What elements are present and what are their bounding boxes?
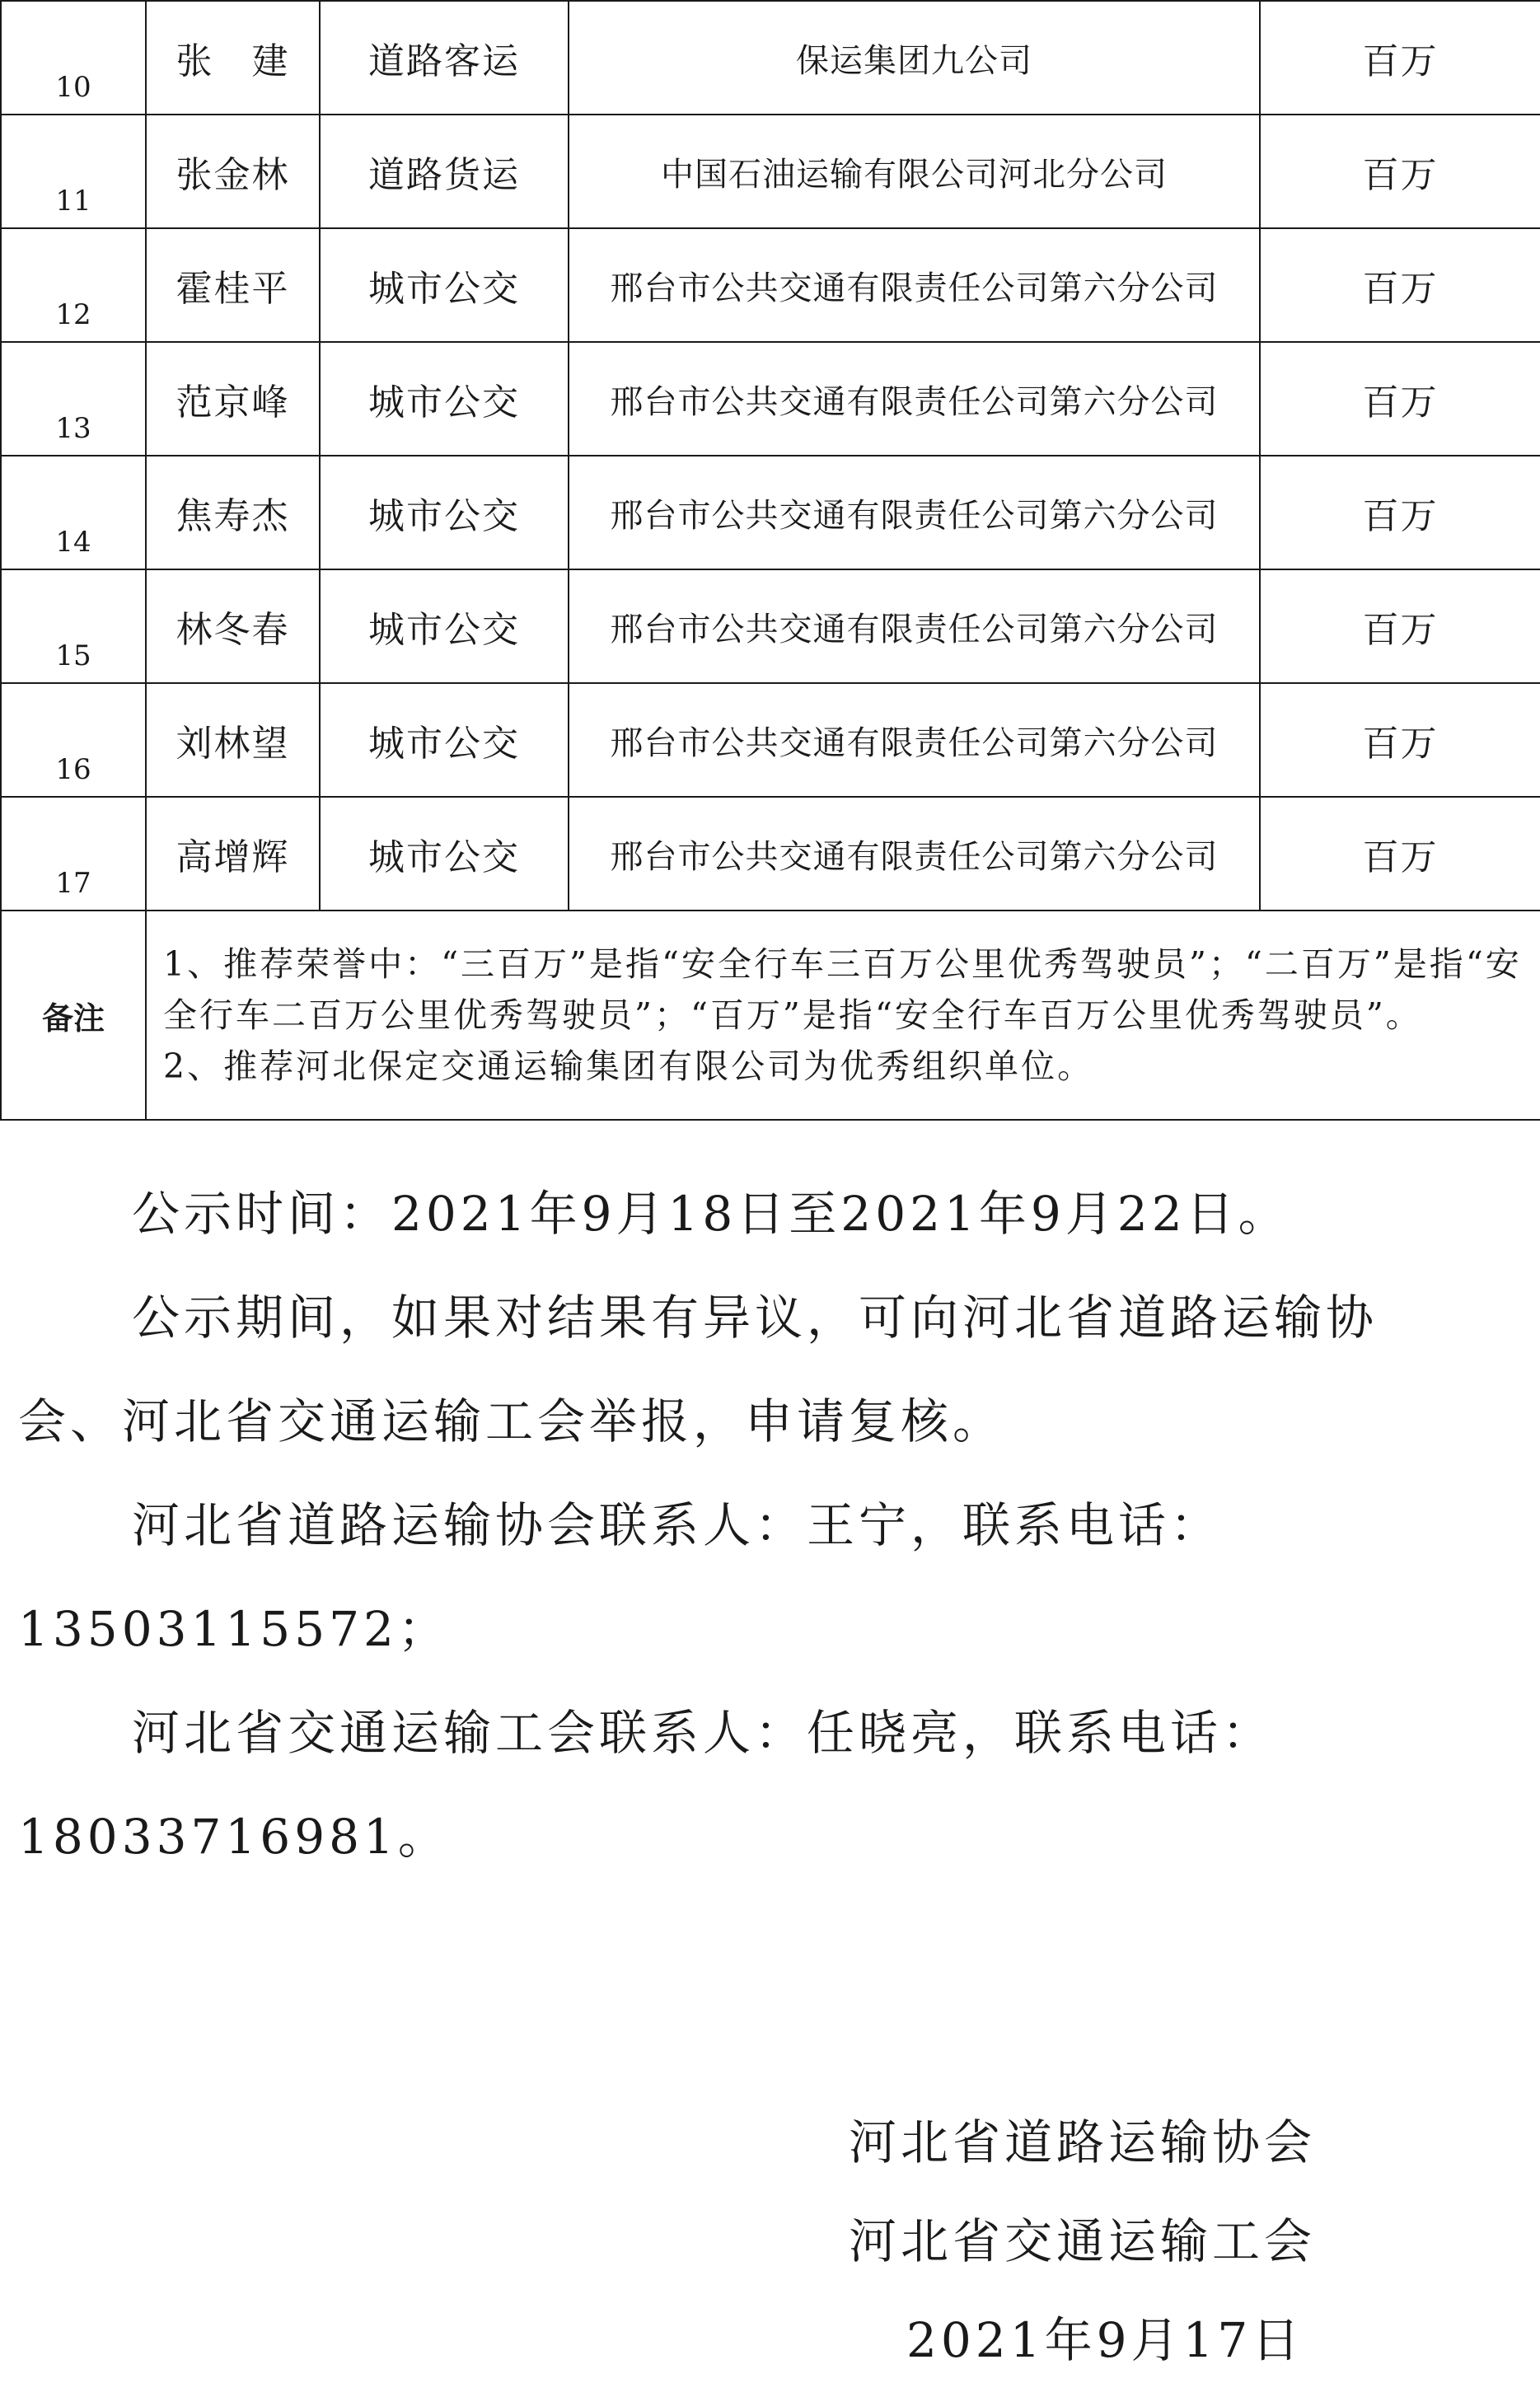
signature-org-union: 河北省交通运输工会 bbox=[849, 2213, 1317, 2269]
driver-name: 张 建 bbox=[146, 1, 320, 115]
table-row bbox=[1, 228, 1540, 342]
work-unit: 邢台市公共交通有限责任公司第六分公司 bbox=[569, 342, 1260, 456]
driver-name: 焦寿杰 bbox=[146, 456, 320, 569]
row-number: 12 bbox=[1, 228, 146, 342]
remark-note-organizer: 2、推荐河北保定交通运输集团有限公司为优秀组织单位。 bbox=[163, 1046, 1094, 1086]
table-row bbox=[1, 569, 1540, 683]
row-number: 10 bbox=[1, 1, 146, 115]
work-unit: 邢台市公共交通有限责任公司第六分公司 bbox=[569, 456, 1260, 569]
contact-transport-union: 河北省交通运输工会联系人：任晓亮，联系电话：18033716981。 bbox=[18, 1705, 1275, 1865]
transport-type: 城市公交 bbox=[320, 569, 569, 683]
row-number: 17 bbox=[1, 797, 146, 911]
signature-block bbox=[849, 2093, 1425, 2390]
row-number: 14 bbox=[1, 456, 146, 569]
honor-level: 百万 bbox=[1260, 797, 1540, 911]
table-body bbox=[1, 1, 1540, 1120]
driver-name: 林冬春 bbox=[146, 569, 320, 683]
transport-type: 城市公交 bbox=[320, 456, 569, 569]
transport-type: 城市公交 bbox=[320, 683, 569, 797]
transport-type: 城市公交 bbox=[320, 797, 569, 911]
honor-level: 百万 bbox=[1260, 342, 1540, 456]
driver-name: 张金林 bbox=[146, 115, 320, 228]
honor-level: 百万 bbox=[1260, 115, 1540, 228]
honor-level: 百万 bbox=[1260, 228, 1540, 342]
honor-level: 百万 bbox=[1260, 569, 1540, 683]
honor-level: 百万 bbox=[1260, 1, 1540, 115]
driver-name: 高增辉 bbox=[146, 797, 320, 911]
remarks-label: 备注 bbox=[1, 911, 146, 1120]
transport-type: 城市公交 bbox=[320, 342, 569, 456]
row-number: 11 bbox=[1, 115, 146, 228]
table-row bbox=[1, 797, 1540, 911]
table-row bbox=[1, 683, 1540, 797]
work-unit: 邢台市公共交通有限责任公司第六分公司 bbox=[569, 683, 1260, 797]
work-unit: 邢台市公共交通有限责任公司第六分公司 bbox=[569, 569, 1260, 683]
notice-objection: 公示期间，如果对结果有异议，可向河北省道路运输协会、河北省交通运输工会举报，申请复核。 bbox=[18, 1290, 1379, 1449]
row-number: 15 bbox=[1, 569, 146, 683]
driver-name: 霍桂平 bbox=[146, 228, 320, 342]
work-unit: 邢台市公共交通有限责任公司第六分公司 bbox=[569, 797, 1260, 911]
honor-level: 百万 bbox=[1260, 683, 1540, 797]
remark-note-honor-definitions: 1、推荐荣誉中：“三百万”是指“安全行车三百万公里优秀驾驶员”；“二百万”是指“安全行车二百万公里优秀驾驶员”；“百万”是指“安全行车百万公里优秀驾驶员”。 bbox=[163, 944, 1522, 1035]
driver-name: 范京峰 bbox=[146, 342, 320, 456]
work-unit: 邢台市公共交通有限责任公司第六分公司 bbox=[569, 228, 1260, 342]
notice-body bbox=[18, 1162, 1435, 1889]
signature-date: 2021年9月17日 bbox=[906, 2312, 1304, 2368]
work-unit: 保运集团九公司 bbox=[569, 1, 1260, 115]
transport-type: 城市公交 bbox=[320, 228, 569, 342]
notice-period: 公示时间：2021年9月18日至2021年9月22日。 bbox=[132, 1186, 1290, 1242]
driver-name: 刘林望 bbox=[146, 683, 320, 797]
table-row bbox=[1, 456, 1540, 569]
honor-level: 百万 bbox=[1260, 456, 1540, 569]
honor-list-table bbox=[0, 0, 1540, 1121]
contact-road-transport-association: 河北省道路运输协会联系人：王宁，联系电话：13503115572； bbox=[18, 1497, 1223, 1657]
transport-type: 道路客运 bbox=[320, 1, 569, 115]
transport-type: 道路货运 bbox=[320, 115, 569, 228]
row-number: 16 bbox=[1, 683, 146, 797]
signature-org-association: 河北省道路运输协会 bbox=[849, 2114, 1317, 2170]
row-number: 13 bbox=[1, 342, 146, 456]
remarks-content bbox=[146, 911, 1540, 1120]
work-unit: 中国石油运输有限公司河北分公司 bbox=[569, 115, 1260, 228]
remarks-row bbox=[1, 911, 1540, 1120]
table-row bbox=[1, 342, 1540, 456]
table-row bbox=[1, 1, 1540, 115]
table-row bbox=[1, 115, 1540, 228]
